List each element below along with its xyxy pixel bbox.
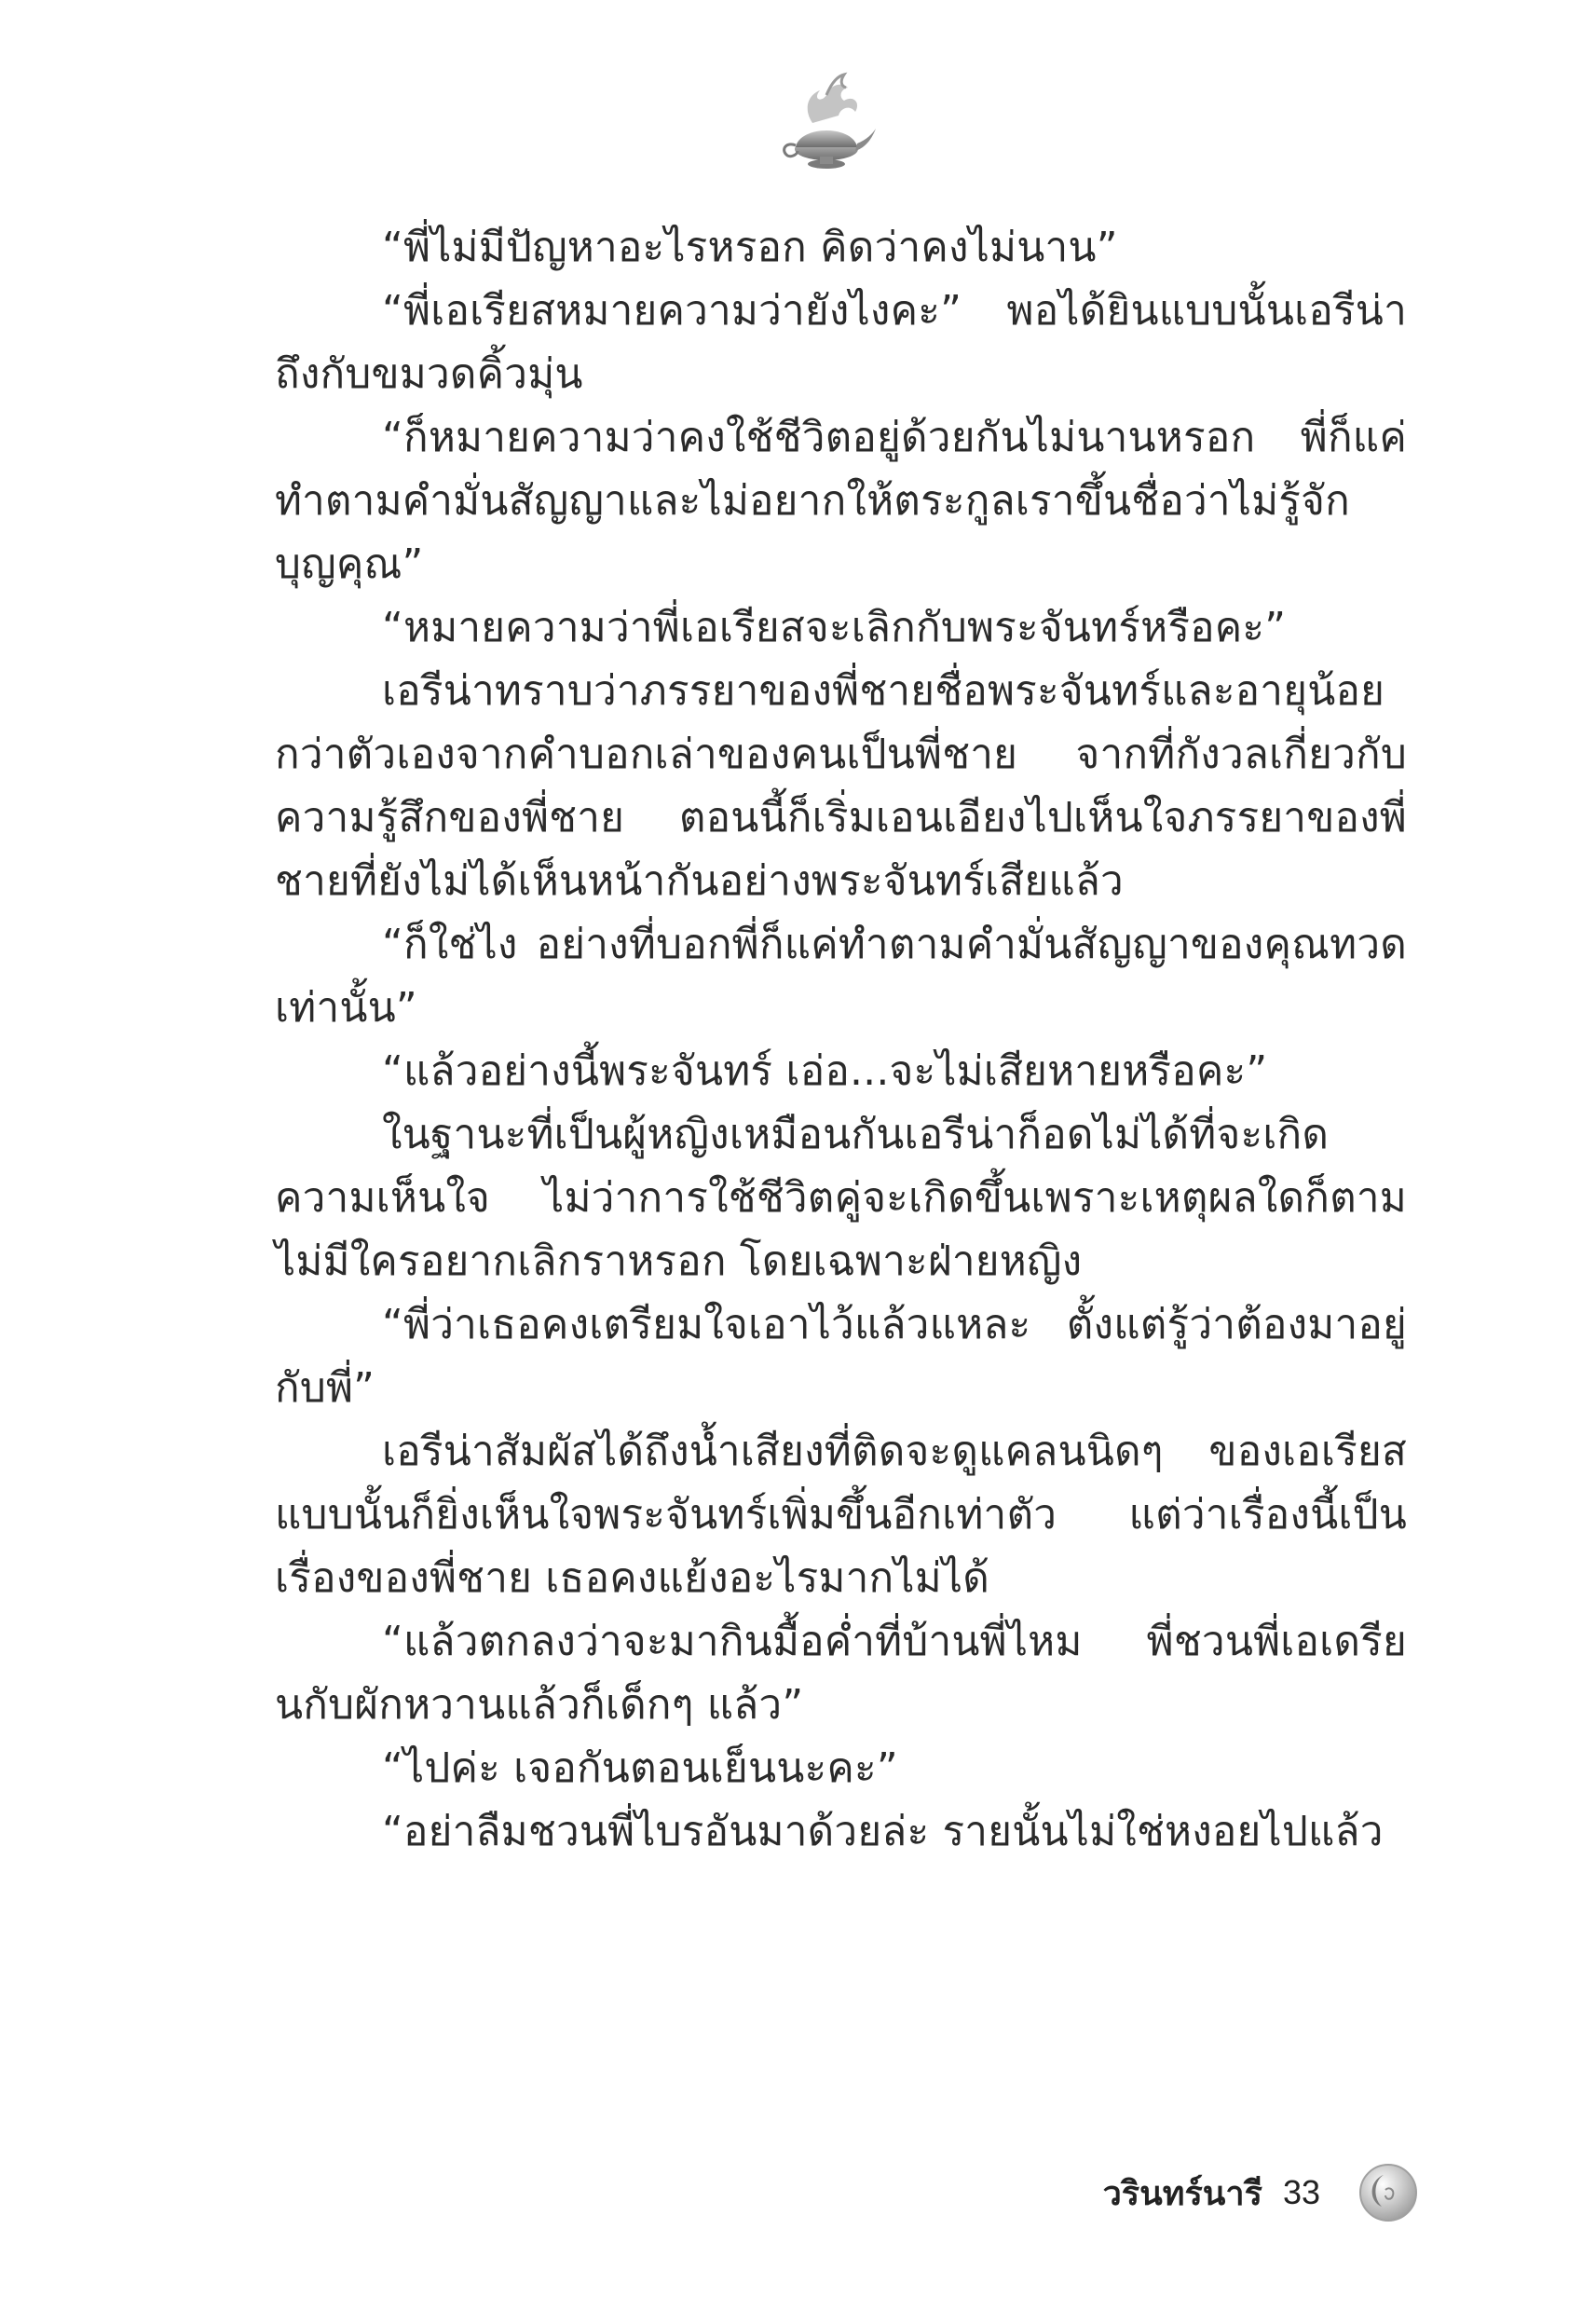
paragraph: “พี่เอเรียสหมายความว่ายังไงคะ” พอได้ยินแบบนั้นเอรีน่าถึงกับขมวดคิ้วมุ่น [275, 287, 1407, 398]
book-title: วรินทร์นารี [1102, 2173, 1262, 2212]
paragraph: “แล้วตกลงว่าจะมากินมื้อค่ำที่บ้านพี่ไหม พี่ชวนพี่เอเดรียนกับผักหวานแล้วก็เด็กๆ แล้ว” [275, 1618, 1407, 1729]
paragraph: “แล้วอย่างนี้พระจันทร์ เอ่อ...จะไม่เสียหายหรือคะ” [382, 1047, 1268, 1095]
paragraph: “ก็หมายความว่าคงใช้ชีวิตอยู่ด้วยกันไม่นานหรอก พี่ก็แค่ทำตามคำมั่นสัญญาและไม่อยากให้ตระกูลเราขึ้นชื่อว่าไม่รู้จักบุญคุณ” [275, 414, 1407, 588]
paragraph: เอรีน่าสัมผัสได้ถึงน้ำเสียงที่ติดจะดูแคลนนิดๆ ของเอเรียสแบบนั้นก็ยิ่งเห็นใจพระจันทร์เพิ่มขึ้นอีกเท่าตัว แต่ว่าเรื่องนี้เป็นเรื่องของพี่ชาย เธอคงแย้งอะไรมากไม่ได้ [275, 1428, 1407, 1602]
paragraph: “ก็ใช่ไง อย่างที่บอกพี่ก็แค่ทำตามคำมั่นสัญญาของคุณทวดเท่านั้น” [275, 921, 1407, 1032]
genie-lamp-icon [775, 67, 878, 179]
paragraph: “ไปค่ะ เจอกันตอนเย็นนะคะ” [382, 1744, 898, 1792]
page-footer [1103, 2160, 1419, 2225]
paragraph: “หมายความว่าพี่เอเรียสจะเลิกกับพระจันทร์หรือคะ” [382, 604, 1287, 651]
crescent-moon-icon [1357, 2162, 1419, 2223]
paragraph: “พี่ไม่มีปัญหาอะไรหรอก คิดว่าคงไม่นาน” [382, 224, 1118, 271]
page-number: 33 [1282, 2173, 1320, 2211]
paragraph: “พี่ว่าเธอคงเตรียมใจเอาไว้แล้วแหละ ตั้งแต่รู้ว่าต้องมาอยู่กับพี่” [275, 1301, 1407, 1412]
paragraph: ในฐานะที่เป็นผู้หญิงเหมือนกันเอรีน่าก็อดไม่ได้ที่จะเกิดความเห็นใจ ไม่ว่าการใช้ชีวิตคู่จะเกิดขึ้นเพราะเหตุผลใดก็ตามไม่มีใครอยากเลิกราหรอก โดยเฉพาะฝ่ายหญิง [275, 1111, 1407, 1285]
paragraph: “อย่าลืมชวนพี่ไบรอันมาด้วยล่ะ รายนั้นไม่ใช่หงอยไปแล้ว [382, 1808, 1384, 1855]
text-body [275, 216, 1407, 1864]
paragraph: เอรีน่าทราบว่าภรรยาของพี่ชายชื่อพระจันทร์และอายุน้อยกว่าตัวเองจากคำบอกเล่าของคนเป็นพี่ชาย จากที่กังวลเกี่ยวกับความรู้สึกของพี่ชาย ตอนนี้ก็เริ่มเอนเอียงไปเห็นใจภรรยาของพี่ชายที่ยังไม่ได้เห็นหน้ากันอย่างพระจันทร์เสียแล้ว [275, 667, 1407, 905]
